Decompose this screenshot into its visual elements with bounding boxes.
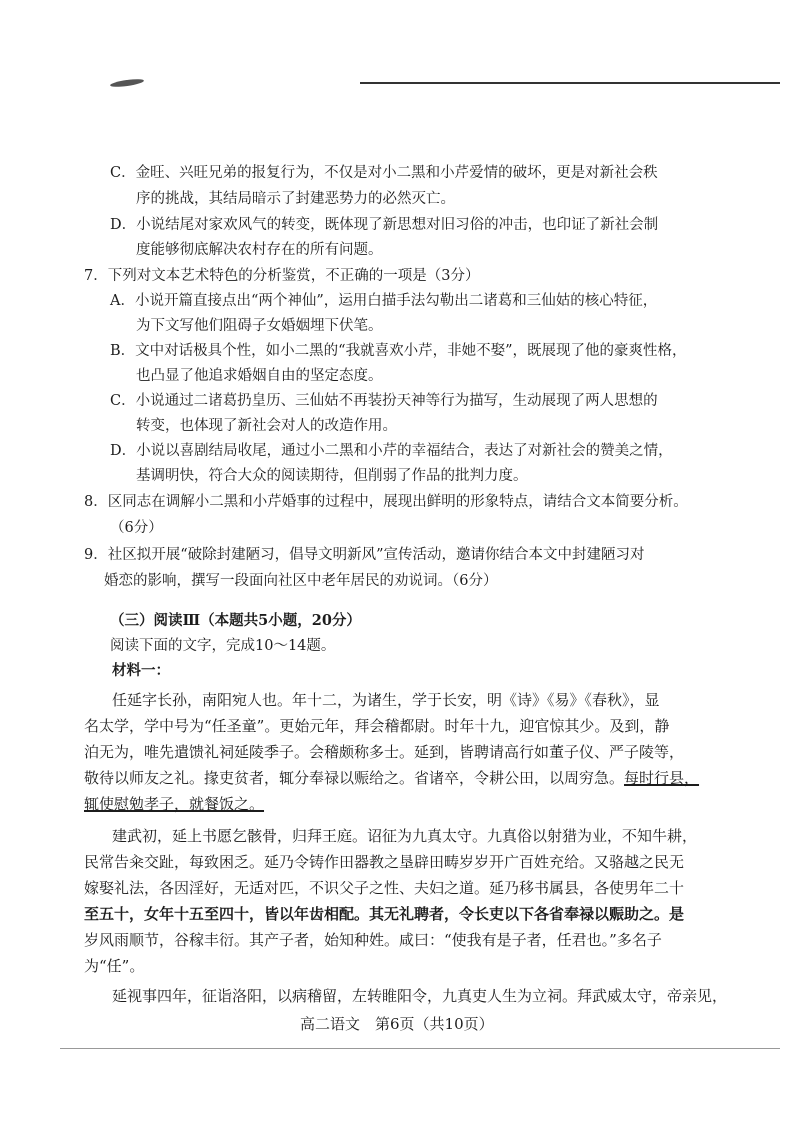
passage2-line-6: 为“任”。 — [84, 957, 145, 975]
q7-line-b2: 也凸显了他追求婚姻自由的坚定态度。 — [136, 368, 383, 384]
q7-line-a2: 为下文写他们阻碍子女婚姻埋下伏笔。 — [136, 318, 383, 334]
q6-option-c-line2: 序的挑战，其结局暗示了封建恶势力的必然灭亡。 — [136, 191, 455, 207]
q6-option-d-line1: D．小说结尾对家欢风气的转变，既体现了新思想对旧习俗的冲击，也印证了新社会制 — [110, 217, 659, 233]
q7-line-d2: 基调明快，符合大众的阅读期待，但削弱了作品的批判力度。 — [136, 468, 528, 484]
material-1-label: 材料一： — [112, 662, 170, 679]
passage2-line-5: 岁风雨顺节，谷稼丰衍。其产子者，始知种姓。咸曰：“使我有是子者，任君也。”多名子 — [84, 931, 662, 949]
q7-line-b1: B．文中对话极具个性，如小二黑的“我就喜欢小芹，非她不娶”，既展现了他的豪爽性格， — [110, 343, 687, 359]
passage2-line-3: 嫁娶礼法，各因淫好，无适对匹，不识父子之性、夫妇之道。延乃移书属县，各使男年二十 — [84, 879, 685, 897]
passage-line-5: 辄使慰勉孝子，就餐饭之。 — [84, 795, 265, 813]
q7-line-d1: D．小说以喜剧结局收尾，通过小二黑和小芹的幸福结合，表达了对新社会的赞美之情， — [110, 443, 673, 459]
q7-line-c1: C．小说通过二诸葛扔皇历、三仙姑不再装扮天神等行为描写，生动展现了两人思想的 — [110, 393, 658, 409]
section3-instruction: 阅读下面的文字，完成10～14题。 — [110, 638, 336, 654]
q6-option-d-line2: 度能够彻底解决农村存在的所有问题。 — [136, 242, 383, 258]
page-footer: 高二语文 第6页（共10页） — [300, 1015, 494, 1033]
passage-line-2: 名太学，学中号为“任圣童”。更始元年，拜会稽都尉。时年十九，迎官惊其少。及到，静 — [84, 717, 670, 735]
underlined-phrase: 每时行县， — [624, 769, 700, 787]
passage2-line-7: 延视事四年，征诣洛阳，以病稽留，左转睢阳令，九真吏人生为立祠。拜武威太守，帝亲见， — [112, 987, 728, 1005]
q8-line1: 8．区同志在调解小二黑和小芹婚事的过程中，展现出鲜明的形象特点，请结合文本简要分析。 — [84, 494, 688, 510]
passage-line-4 — [84, 768, 699, 788]
q6-option-c-line1: C．金旺、兴旺兄弟的报复行为，不仅是对小二黑和小芹爱情的破坏，更是对新社会秩 — [110, 165, 658, 181]
section3-heading: （三）阅读Ⅲ（本题共5小题，20分） — [110, 612, 361, 629]
scan-smudge — [110, 78, 145, 89]
q7-line-a1: A．小说开篇直接点出“两个神仙”，运用白描手法勾勒出二诸葛和三仙姑的核心特征， — [110, 293, 658, 309]
q7-line-c2: 转变，也体现了新社会对人的改造作用。 — [136, 418, 397, 434]
q9-line2: 婚恋的影响，撰写一段面向社区中老年居民的劝说词。（6分） — [104, 573, 498, 589]
passage2-line-2: 民常告籴交趾，每致困乏。延乃令铸作田器教之垦辟田畴岁岁开广百姓充给。又骆越之民无 — [84, 853, 685, 871]
passage-line-1: 任延字长孙，南阳宛人也。年十二，为诸生，学于长安，明《诗》《易》《春秋》，显 — [112, 691, 660, 709]
passage-line-4-text: 敬待以师友之礼。掾吏贫者，辄分奉禄以赈给之。省诸卒，令耕公田，以周穷急。 — [84, 769, 625, 787]
q9-line1: 9．社区拟开展“破除封建陋习，倡导文明新风”宣传活动，邀请你结合本文中封建陋习对 — [84, 547, 645, 563]
header-rule — [360, 82, 780, 84]
q8-line2: （6分） — [110, 520, 163, 536]
passage2-line-1: 建武初，延上书愿乞骸骨，归拜王庭。诏征为九真太守。九真俗以射猎为业，不知牛耕， — [112, 827, 698, 845]
passage2-line-4: 至五十，女年十五至四十，皆以年齿相配。其无礼聘者，令长吏以下各省奉禄以赈助之。是 — [84, 905, 685, 923]
passage-line-3: 泊无为，唯先遣馈礼祠延陵季子。会稽颇称多士。延到，皆聘请高行如董子仪、严子陵等， — [84, 743, 685, 761]
q7-stem: 7．下列对文本艺术特色的分析鉴赏，不正确的一项是（3分） — [84, 268, 480, 284]
bottom-scan-rule — [60, 1048, 780, 1049]
